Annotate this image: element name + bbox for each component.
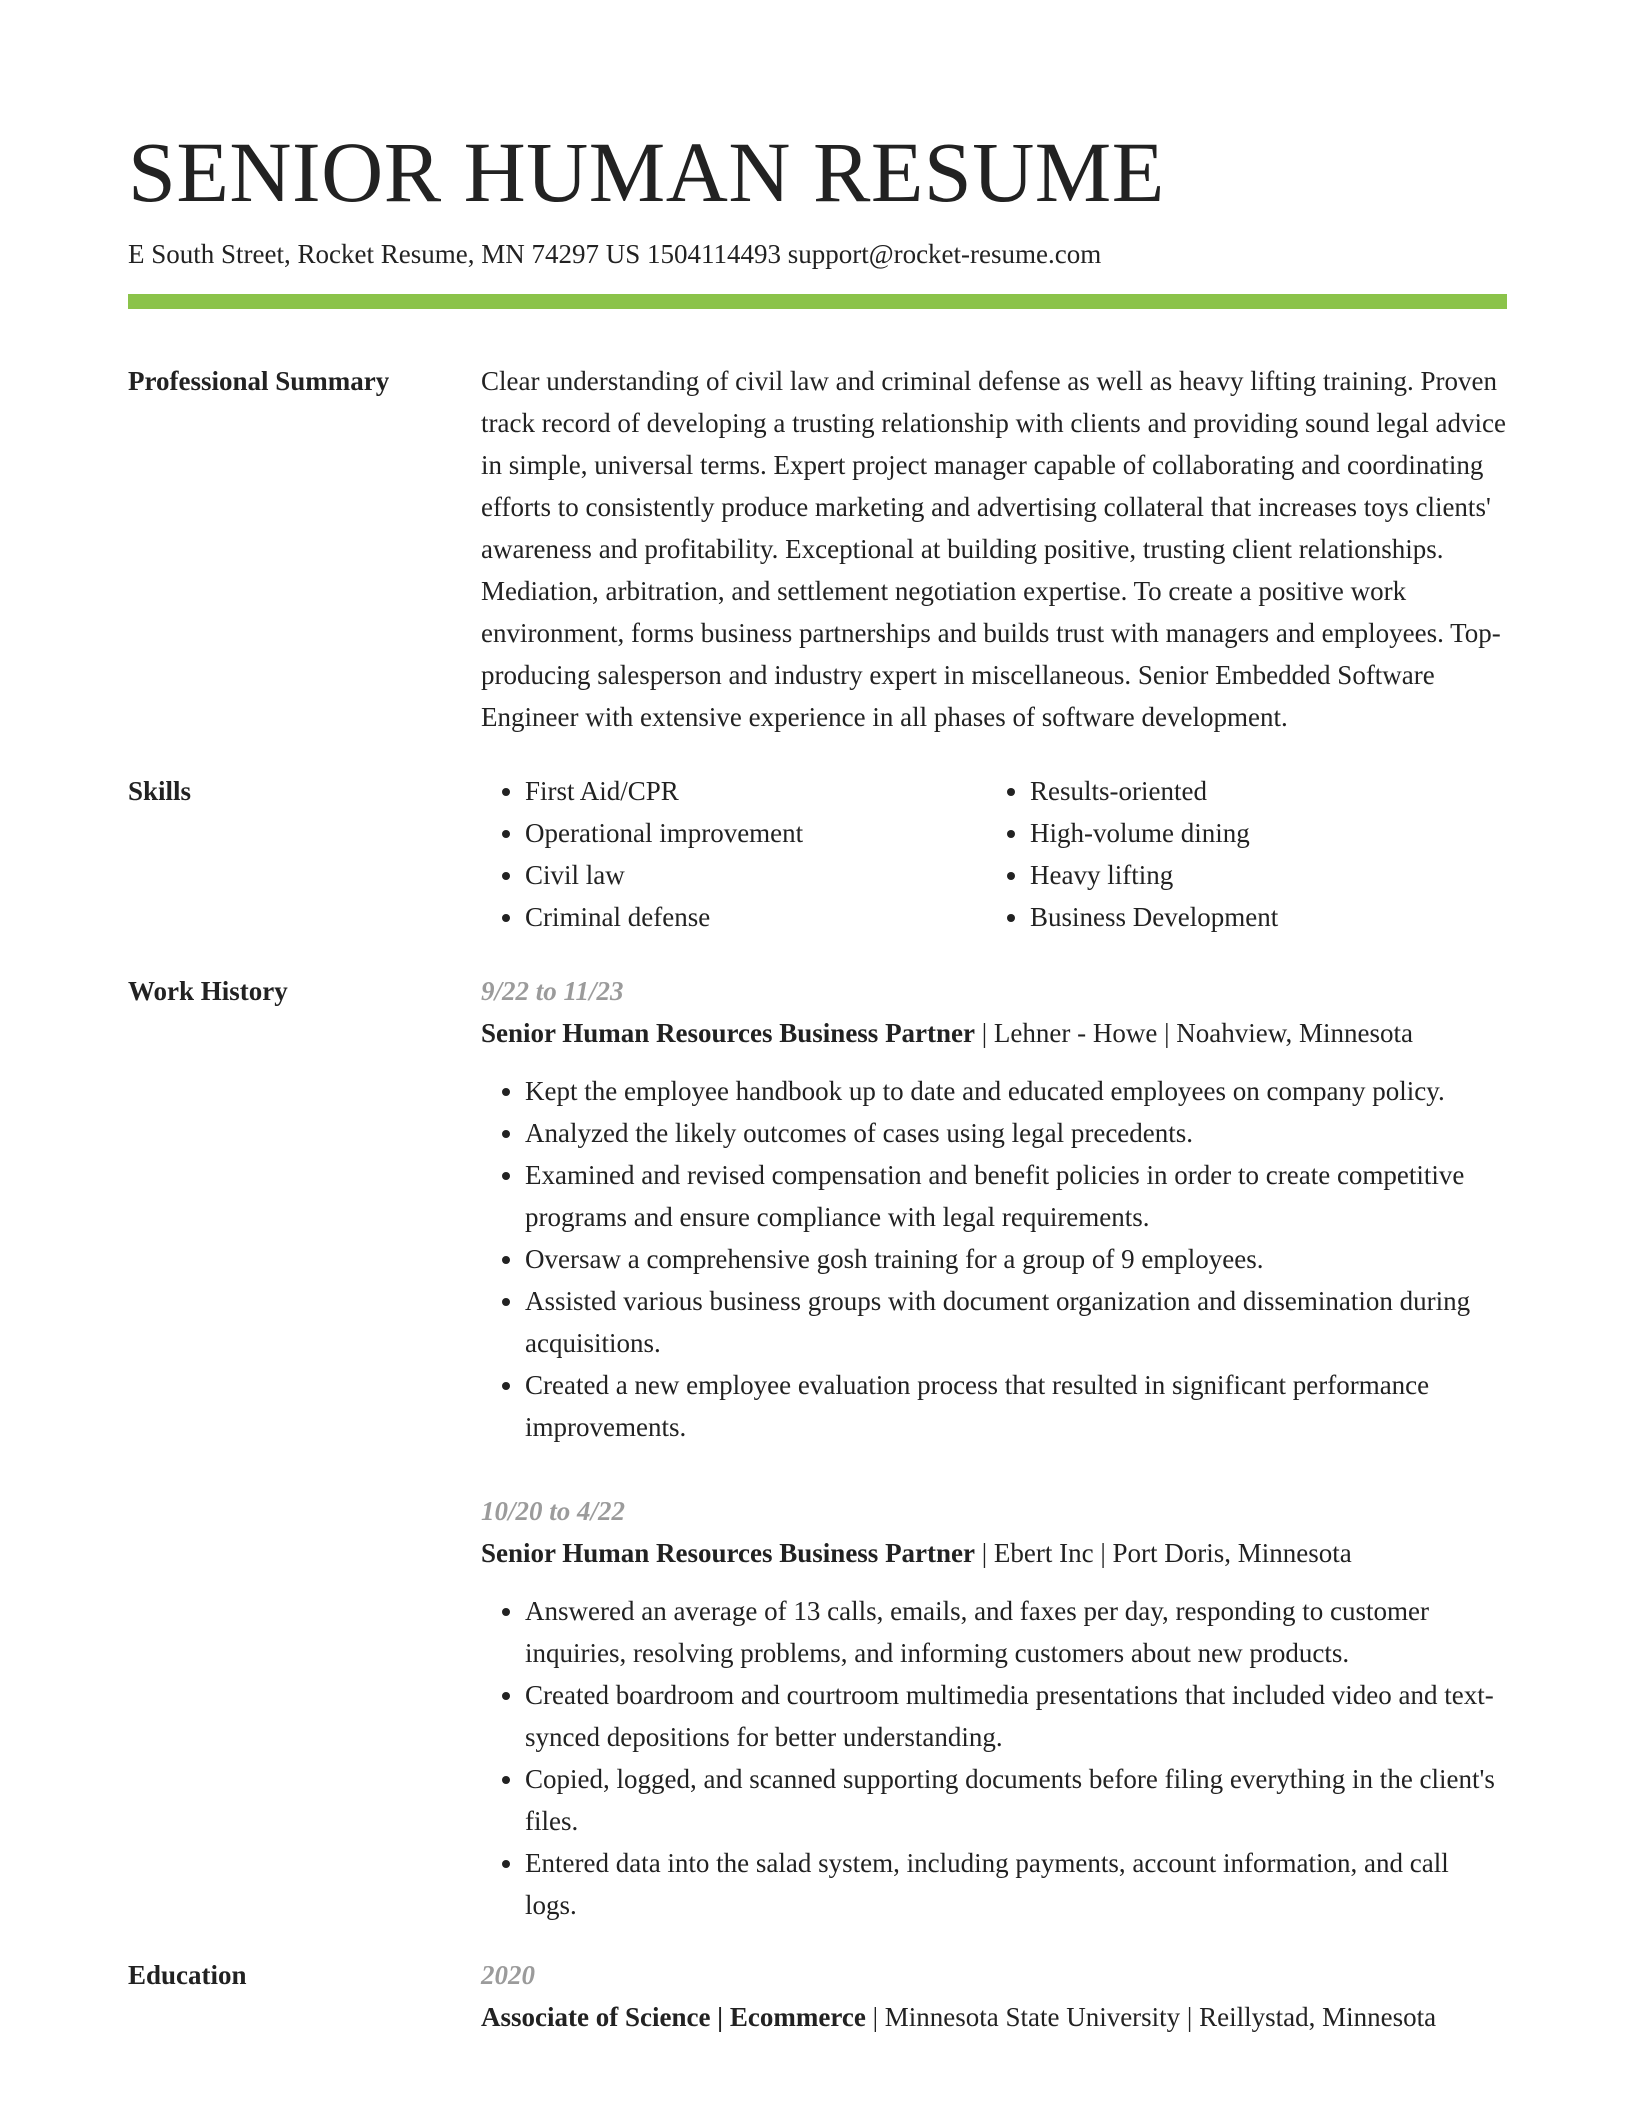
job-heading	[481, 1532, 1507, 1574]
job-bullet: • Examined and revised compensation and benefit policies in order to create competitive programs and ensure compliance with legal requirements.	[525, 1154, 1507, 1238]
summary-text: Clear understanding of civil law and criminal defense as well as heavy lifting training. Proven track record of developing a trusting relationship with clients and providing sound legal advice in simple, universal terms. Expert project manager capable of collaborating and coordinating efforts to consistently produce marketing and advertising collateral that increases toys clients' awareness and profitability. Exceptional at building positive, trusting client relationships. Mediation, arbitration, and settlement negotiation expertise. To create a positive work environment, forms business partnerships and builds trust with managers and employees. Top-producing salesperson and industry expert in miscellaneous. Senior Embedded Software Engineer with extensive experience in all phases of software development.	[481, 366, 1506, 732]
skill-item: • Operational improvement	[525, 812, 986, 854]
summary-label: Professional Summary	[128, 366, 390, 396]
job-bullet: • Answered an average of 13 calls, emails, and faxes per day, responding to customer inquiries, resolving problems, and informing customers about new products.	[525, 1590, 1507, 1674]
job-entry	[481, 970, 1507, 1448]
work-history-list	[481, 970, 1507, 1926]
job-bullet: • Entered data into the salad system, including payments, account information, and call logs.	[525, 1842, 1507, 1926]
contact-info: E South Street, Rocket Resume, MN 74297 US 1504114493 support@rocket-resume.com	[128, 239, 1102, 269]
education-section	[128, 1954, 1507, 2038]
job-details: | Lehner - Howe | Noahview, Minnesota	[975, 1018, 1413, 1048]
skill-item: • Heavy lifting	[1030, 854, 1491, 896]
job-entry	[481, 1490, 1507, 1926]
job-bullet: • Analyzed the likely outcomes of cases using legal precedents.	[525, 1112, 1507, 1154]
job-bullet: • Copied, logged, and scanned supporting documents before filing everything in the client's files.	[525, 1758, 1507, 1842]
skills-section	[128, 770, 1507, 938]
header-divider	[128, 294, 1507, 309]
education-degree: Associate of Science | Ecommerce	[481, 2002, 866, 2032]
job-title: Senior Human Resources Business Partner	[481, 1018, 976, 1048]
skill-item: • First Aid/CPR	[525, 770, 986, 812]
skill-item: • Results-oriented	[1030, 770, 1491, 812]
skill-item: • Business Development	[1030, 896, 1491, 938]
education-year: 2020	[481, 1960, 535, 1990]
skill-item: • Criminal defense	[525, 896, 986, 938]
job-dates: 9/22 to 11/23	[481, 976, 624, 1006]
resume-page	[128, 0, 1507, 2038]
skill-item: • Civil law	[525, 854, 986, 896]
skills-label: Skills	[128, 776, 192, 806]
skills-column-left	[481, 770, 986, 938]
education-entry	[481, 1954, 1507, 2038]
work-history-label: Work History	[128, 976, 288, 1006]
job-bullet: • Assisted various business groups with document organization and dissemination during acquisitions.	[525, 1280, 1507, 1364]
job-bullets	[481, 1590, 1507, 1926]
work-history-section	[128, 970, 1507, 1926]
summary-section	[128, 360, 1507, 738]
skill-item: • High-volume dining	[1030, 812, 1491, 854]
job-title: Senior Human Resources Business Partner	[481, 1538, 976, 1568]
skills-column-right	[986, 770, 1491, 938]
job-bullet: • Created boardroom and courtroom multimedia presentations that included video and text-synced depositions for better understanding.	[525, 1674, 1507, 1758]
education-heading	[481, 1996, 1507, 2038]
job-bullet: • Created a new employee evaluation process that resulted in significant performance improvements.	[525, 1364, 1507, 1448]
resume-name: SENIOR HUMAN RESUME	[128, 124, 1165, 220]
job-details: | Ebert Inc | Port Doris, Minnesota	[975, 1538, 1352, 1568]
skills-grid	[481, 770, 1507, 938]
job-bullets	[481, 1070, 1507, 1448]
job-heading	[481, 1012, 1507, 1054]
education-label: Education	[128, 1960, 247, 1990]
job-dates: 10/20 to 4/22	[481, 1496, 626, 1526]
job-bullet: • Oversaw a comprehensive gosh training for a group of 9 employees.	[525, 1238, 1507, 1280]
job-bullet: • Kept the employee handbook up to date and educated employees on company policy.	[525, 1070, 1507, 1112]
education-details: | Minnesota State University | Reillystad, Minnesota	[865, 2002, 1437, 2032]
